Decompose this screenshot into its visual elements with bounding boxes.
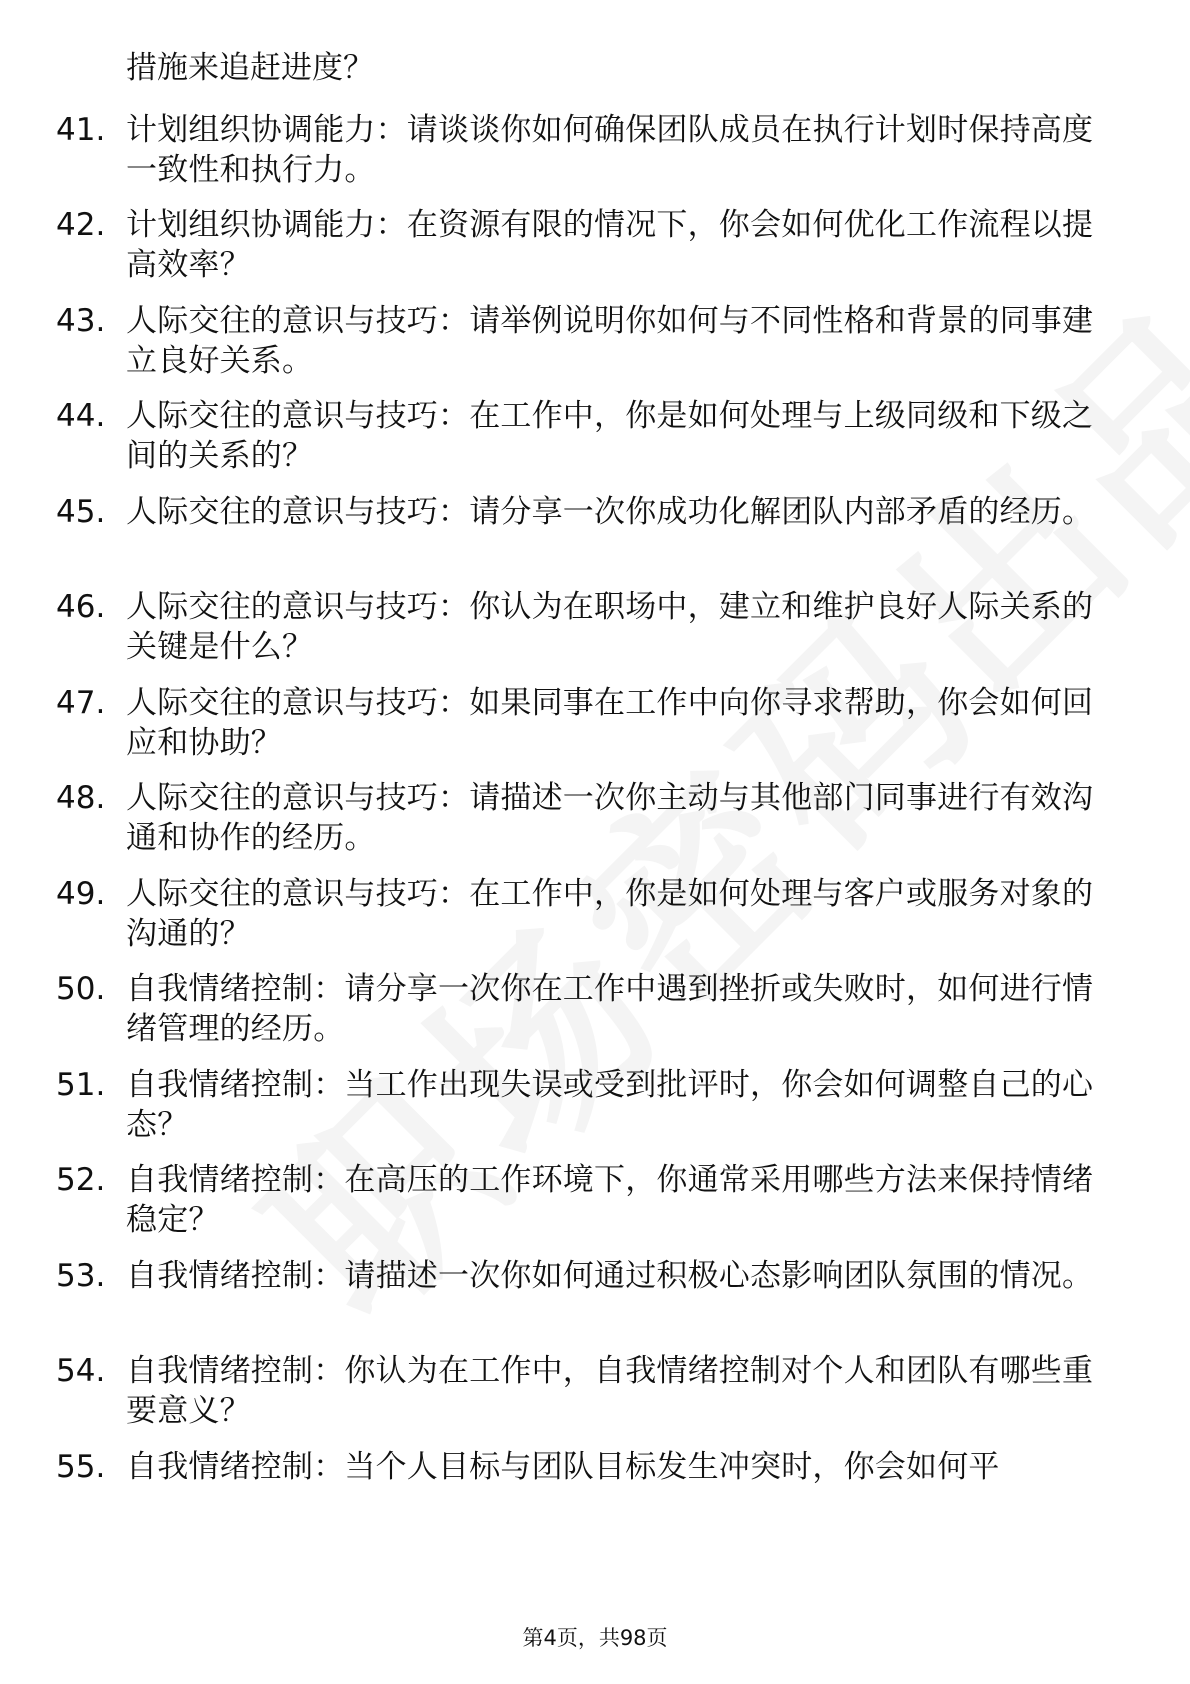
question-text: 自我情绪控制：当个人目标与团队目标发生冲突时，你会如何平 [126,1449,1000,1485]
question-number: 53. [56,1258,106,1294]
question-text: 自我情绪控制：请描述一次你如何通过积极心态影响团队氛围的情况。 [126,1258,1094,1294]
question-text: 自我情绪控制：在高压的工作环境下，你通常采用哪些方法来保持情绪稳定？ [126,1162,1094,1238]
continuation-text: 措施来追赶进度？ [126,50,374,86]
question-number: 55. [56,1449,106,1485]
question-text: 人际交往的意识与技巧：如果同事在工作中向你寻求帮助，你会如何回应和协助？ [126,685,1094,761]
question-number: 42. [56,207,106,243]
question-number: 43. [56,303,106,339]
question-number: 44. [56,398,106,434]
question-number: 51. [56,1067,106,1103]
question-text: 自我情绪控制：请分享一次你在工作中遇到挫折或失败时，如何进行情绪管理的经历。 [126,971,1094,1047]
question-text: 人际交往的意识与技巧：在工作中，你是如何处理与客户或服务对象的沟通的？ [126,876,1094,952]
question-item [0,396,1190,496]
question-text: 人际交往的意识与技巧：请描述一次你主动与其他部门同事进行有效沟通和协作的经历。 [126,780,1094,856]
question-number: 45. [56,494,106,530]
question-number: 41. [56,112,106,148]
page-footer: 第4页，共98页 [522,1626,668,1650]
question-item [0,587,1190,687]
question-text: 计划组织协调能力：在资源有限的情况下，你会如何优化工作流程以提高效率？ [126,207,1094,283]
question-number: 50. [56,971,106,1007]
question-item [0,1351,1190,1451]
question-item [0,1447,1190,1492]
question-number: 47. [56,685,106,721]
question-item [0,205,1190,305]
question-item [0,1160,1190,1260]
question-number: 52. [56,1162,106,1198]
question-number: 54. [56,1353,106,1389]
question-text: 人际交往的意识与技巧：请举例说明你如何与不同性格和背景的同事建立良好关系。 [126,303,1094,379]
question-item [0,778,1190,878]
question-text: 计划组织协调能力：请谈谈你如何确保团队成员在执行计划时保持高度一致性和执行力。 [126,112,1094,188]
question-number: 46. [56,589,106,625]
question-item [0,683,1190,783]
question-text: 自我情绪控制：你认为在工作中，自我情绪控制对个人和团队有哪些重要意义？ [126,1353,1094,1429]
question-number: 49. [56,876,106,912]
question-item [0,874,1190,974]
question-item [0,110,1190,210]
question-item [0,969,1190,1069]
question-text: 人际交往的意识与技巧：在工作中，你是如何处理与上级同级和下级之间的关系的？ [126,398,1094,474]
question-item [0,301,1190,401]
question-text: 人际交往的意识与技巧：你认为在职场中，建立和维护良好人际关系的关键是什么？ [126,589,1094,665]
question-item [0,1256,1190,1356]
question-text: 人际交往的意识与技巧：请分享一次你成功化解团队内部矛盾的经历。 [126,494,1094,530]
question-text: 自我情绪控制：当工作出现失误或受到批评时，你会如何调整自己的心态？ [126,1067,1094,1143]
question-item [0,1065,1190,1165]
question-number: 48. [56,780,106,816]
question-item [0,492,1190,592]
